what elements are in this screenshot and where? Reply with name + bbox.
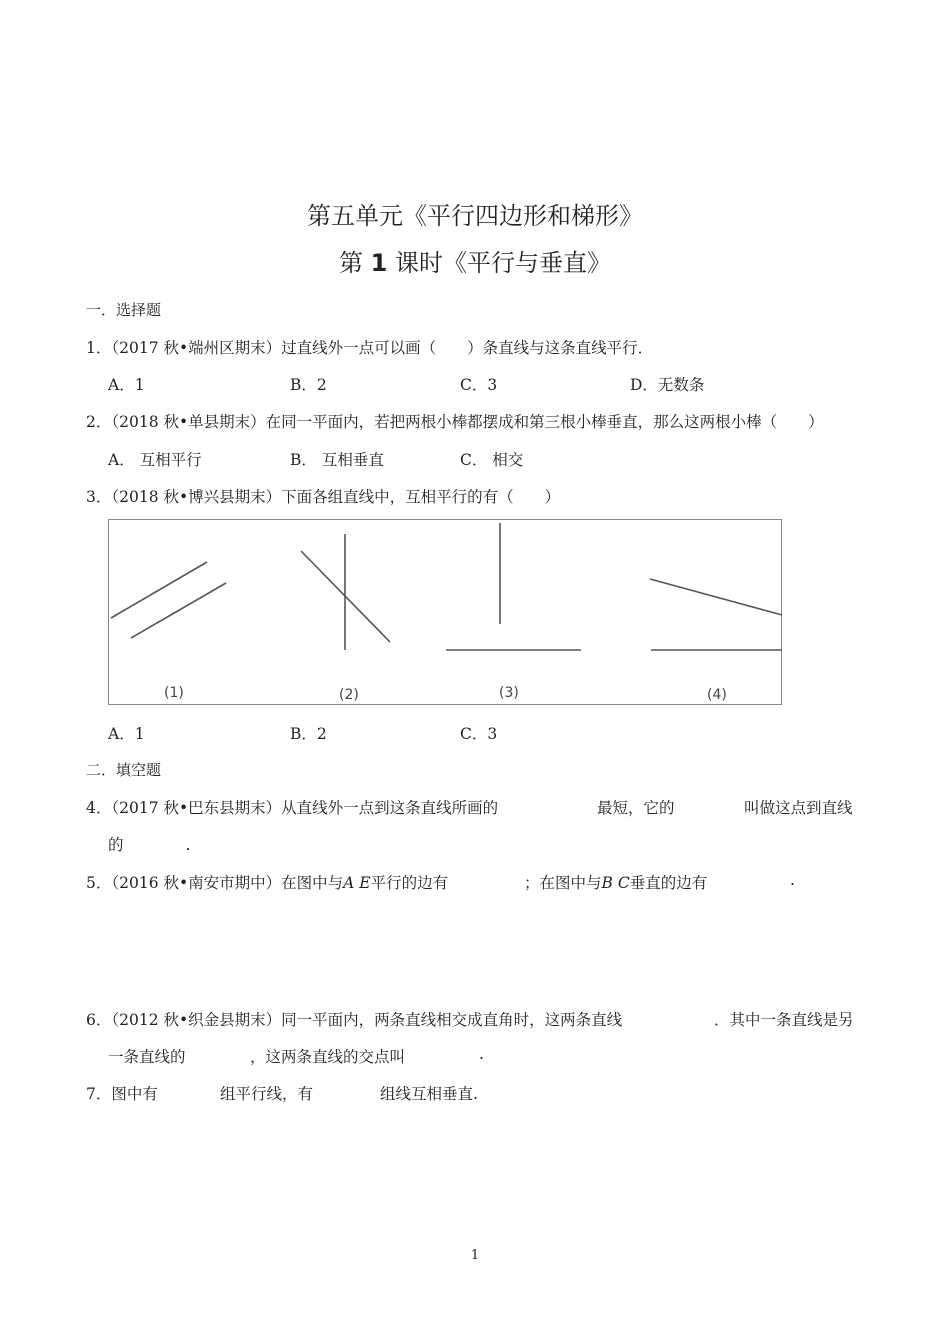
q3-option-c: C．3 (460, 725, 498, 743)
question-7-part1: 7．图中有 (86, 1085, 158, 1103)
q5-part1: 5．（2016 秋•南安市期中）在图中与 (86, 874, 344, 892)
q5-var-bc: B C (601, 874, 630, 892)
q5-var-ae: A E (343, 874, 371, 892)
question-4-part1: 4．（2017 秋•巴东县期末）从直线外一点到这条直线所画的 (86, 799, 499, 817)
question-6-part2: ．其中一条直线是另 (714, 1011, 854, 1029)
figure-label-1: (1) (164, 685, 184, 701)
document-title: 第五单元《平行四边形和梯形》 (307, 202, 643, 230)
q5-end: . (790, 871, 795, 889)
q2-option-b: B． 互相垂直 (290, 451, 384, 469)
question-4-line2: 的 . (108, 836, 191, 854)
fig4-slanted-line (650, 579, 782, 615)
question-5 (86, 871, 448, 893)
question-6-line2b: ，这两条直线的交点叫 (250, 1048, 406, 1066)
q5-part3: ；在图中与 (524, 874, 602, 892)
question-7-part3: 组线互相垂直. (380, 1085, 478, 1103)
question-6-line2a: 一条直线的 (108, 1048, 186, 1066)
q3-option-b: B．2 (290, 725, 327, 743)
question-1: 1．（2017 秋•端州区期末）过直线外一点可以画（ ）条直线与这条直线平行． (86, 339, 654, 357)
q1-option-d: D．无数条 (630, 376, 705, 394)
q3-option-a: A．1 (108, 725, 145, 743)
subtitle-prefix: 第 (339, 249, 363, 277)
fig1-line-a (111, 562, 207, 618)
question-7-part2: 组平行线，有 (220, 1085, 314, 1103)
question-6-part1: 6．（2012 秋•织金县期末）同一平面内，两条直线相交成直角时，这两条直线 (86, 1011, 623, 1029)
document-subtitle (0, 243, 950, 278)
q1-option-a: A．1 (108, 376, 145, 394)
question-2: 2．（2018 秋•单县期末）在同一平面内，若把两根小棒都摆成和第三根小棒垂直，那么这两根小棒（ ） (86, 413, 824, 431)
question-4-part2: 最短，它的 (597, 799, 675, 817)
question-6-line2c: . (479, 1045, 484, 1063)
figure-label-2: (2) (339, 687, 359, 703)
q3-figure (108, 519, 782, 705)
q5-part2: 平行的边有 (370, 874, 449, 892)
q1-option-c: C．3 (460, 376, 498, 394)
question-3: 3．（2018 秋•博兴县期末）下面各组直线中，互相平行的有（ ） (86, 488, 561, 506)
q2-option-c: C． 相交 (460, 451, 524, 469)
q5-part4: 垂直的边有 (629, 874, 708, 892)
page-number: 1 (470, 1248, 480, 1263)
section-fill-heading: 二．填空题 (86, 761, 162, 779)
section-choice-heading: 一．选择题 (86, 301, 162, 319)
q3-figure-lines (109, 520, 783, 706)
question-5-second (524, 871, 707, 893)
fig1-line-b (131, 583, 226, 638)
figure-label-3: (3) (499, 685, 519, 701)
question-4-part3: 叫做这点到直线 (744, 799, 853, 817)
subtitle-number: 1 (370, 249, 388, 277)
q1-option-b: B．2 (290, 376, 327, 394)
subtitle-suffix: 课时《平行与垂直》 (394, 249, 611, 277)
figure-label-4: (4) (707, 687, 727, 703)
q2-option-a: A． 互相平行 (108, 451, 202, 469)
